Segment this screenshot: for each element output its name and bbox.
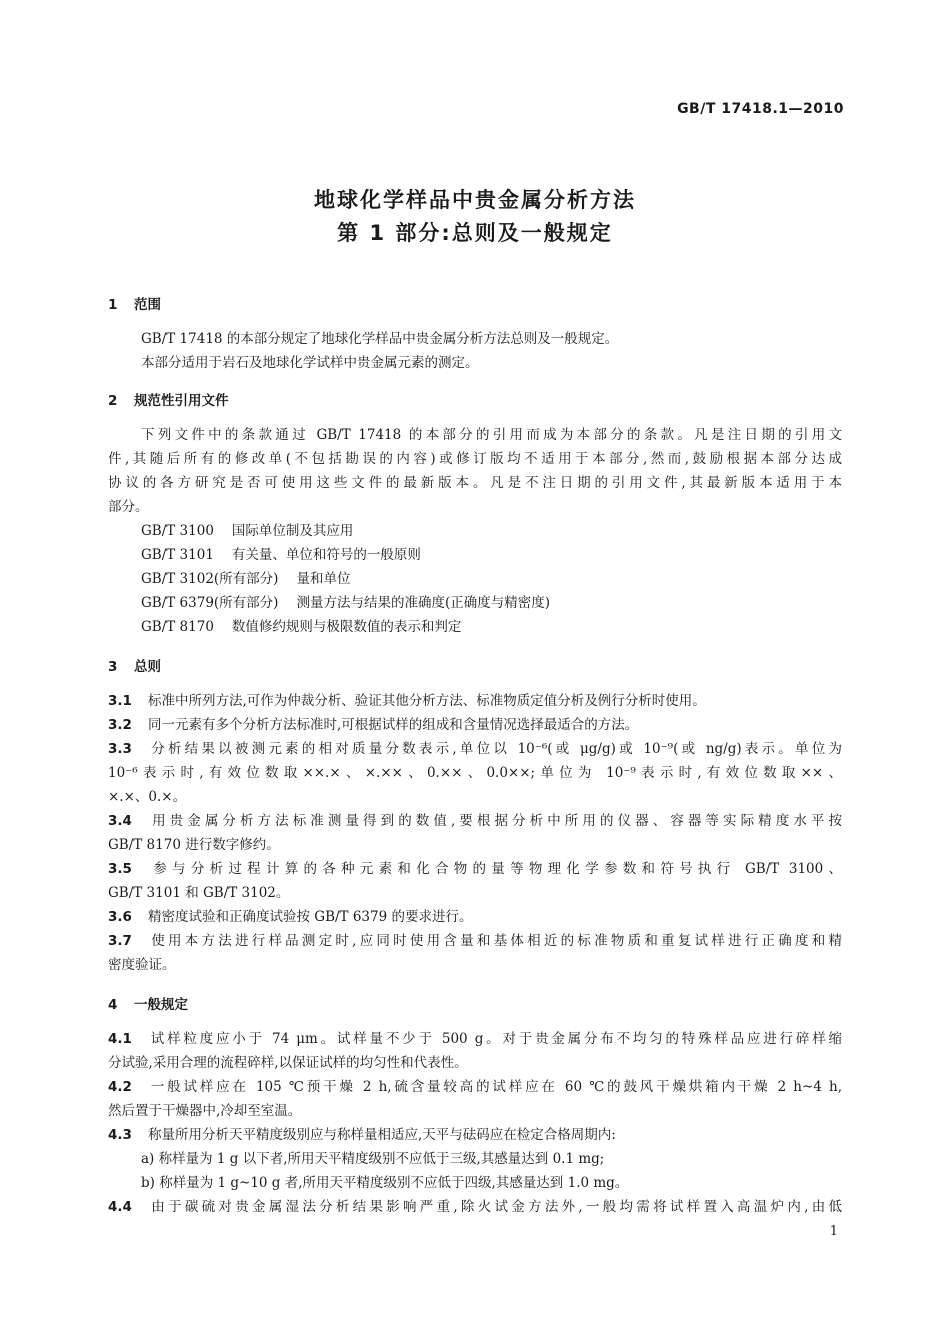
paragraph-line: 下列文件中的条款通过 GB/T 17418 的本部分的引用而成为本部分的条款。凡是注日期的引用文 [141,427,842,443]
page-number: 1 [829,1224,838,1239]
clause-4-4 [108,1197,842,1217]
clause-number: 3.4 [108,813,132,829]
reference-title: 量和单位 [296,571,351,587]
reference-item [141,545,421,565]
clause-number: 3.3 [108,741,132,757]
section-number: 4 [108,997,118,1013]
section-1-heading [108,293,161,313]
reference-title: 国际单位制及其应用 [231,523,354,539]
clause-text: 一般试样应在 105 ℃预干燥 2 h,硫含量较高的试样应在 60 ℃的鼓风干燥烘箱内干燥 2 h~4 h, [148,1079,842,1095]
clause-4-3 [108,1125,616,1145]
clause-continuation: 然后置于干燥器中,冷却至室温。 [108,1103,302,1119]
reference-title: 测量方法与结果的准确度(正确度与精密度) [296,595,550,611]
reference-item [141,617,461,637]
clause-number: 3.1 [108,693,132,709]
clause-3-6 [108,907,473,927]
reference-code: GB/T 3101 [141,547,214,563]
clause-text: 标准中所列方法,可作为仲裁分析、验证其他分析方法、标准物质定值分析及例行分析时使用。 [148,693,706,709]
section-number: 1 [108,297,118,313]
reference-item [141,521,353,541]
clause-continuation: GB/T 8170 进行数字修约。 [108,837,280,853]
clause-text: 精密度试验和正确度试验按 GB/T 6379 的要求进行。 [148,909,473,925]
clause-number: 4.1 [108,1031,132,1047]
clause-number: 3.2 [108,717,132,733]
section-number: 3 [108,659,118,675]
clause-3-5 [108,859,842,879]
standard-code: GB/T 17418.1—2010 [677,101,844,117]
document-title: 地球化学样品中贵金属分析方法 [314,188,636,212]
clause-3-1 [108,691,706,711]
clause-text: 试样粒度应小于 74 μm。试样量不少于 500 g。对于贵金属分布不均匀的特殊样品应进行碎样缩 [148,1031,842,1047]
paragraph-line: 件,其随后所有的修改单(不包括勘误的内容)或修订版均不适用于本部分,然而,鼓励根据本部分达成 [108,451,842,467]
reference-item [141,593,550,613]
section-title: 总则 [134,659,161,675]
clause-text: 同一元素有多个分析方法标准时,可根据试样的组成和含量情况选择最适合的方法。 [148,717,639,733]
clause-number: 3.7 [108,933,132,949]
reference-code: GB/T 8170 [141,619,214,635]
clause-text: 由于碳硫对贵金属湿法分析结果影响严重,除火试金方法外,一般均需将试样置入高温炉内,由低 [148,1199,842,1215]
clause-3-3 [108,739,842,759]
clause-continuation: ×.×、0.×。 [108,789,187,805]
clause-continuation: 10⁻⁶表示时,有效位数取××.×、×.××、0.××、0.0××;单位为 10⁻⁹表示时,有效位数取××、 [108,765,842,781]
section-title: 一般规定 [134,997,188,1013]
clause-text: 参与分析过程计算的各种元素和化合物的量等物理化学参数和符号执行 GB/T 3100、 [148,861,842,877]
clause-text: 称量所用分析天平精度级别应与称样量相适应,天平与砝码应在检定合格周期内: [148,1127,616,1143]
clause-4-2 [108,1077,842,1097]
clause-3-4 [108,811,842,831]
reference-title: 有关量、单位和符号的一般原则 [231,547,421,563]
paragraph: 本部分适用于岩石及地球化学试样中贵金属元素的测定。 [141,355,479,371]
clause-text: 使用本方法进行样品测定时,应同时使用含量和基体相近的标准物质和重复试样进行正确度和精 [148,933,842,949]
reference-code: GB/T 3102(所有部分) [141,571,279,587]
clause-4-1 [108,1029,842,1049]
clause-continuation: 分试验,采用合理的流程碎样,以保证试样的均匀性和代表性。 [108,1055,468,1071]
reference-code: GB/T 3100 [141,523,214,539]
reference-title: 数值修约规则与极限数值的表示和判定 [231,619,462,635]
clause-text: 分析结果以被测元素的相对质量分数表示,单位以 10⁻⁶(或 μg/g)或 10⁻⁹(或 ng/g)表示。单位为 [148,741,842,757]
paragraph: GB/T 17418 的本部分规定了地球化学样品中贵金属分析方法总则及一般规定。 [141,331,619,347]
section-4-heading [108,993,188,1013]
clause-continuation: 密度验证。 [108,957,176,973]
clause-number: 4.3 [108,1127,132,1143]
section-3-heading [108,655,161,675]
list-item-b: b) 称样量为 1 g~10 g 者,所用天平精度级别不应低于四级,其感量达到 1.0 mg。 [141,1175,629,1191]
clause-number: 3.5 [108,861,132,877]
clause-number: 4.2 [108,1079,132,1095]
section-title: 规范性引用文件 [134,393,229,409]
list-item-a: a) 称样量为 1 g 以下者,所用天平精度级别不应低于三级,其感量达到 0.1 mg; [141,1151,605,1167]
section-number: 2 [108,393,118,409]
document-subtitle: 第 1 部分:总则及一般规定 [337,221,613,245]
section-2-heading [108,389,229,409]
reference-item [141,569,350,589]
clause-continuation: GB/T 3101 和 GB/T 3102。 [108,885,290,901]
clause-3-7 [108,931,842,951]
clause-number: 4.4 [108,1199,132,1215]
clause-text: 用贵金属分析方法标准测量得到的数值,要根据分析中所用的仪器、容器等实际精度水平按 [148,813,842,829]
paragraph-line: 部分。 [108,499,149,515]
clause-3-2 [108,715,638,735]
section-title: 范围 [134,297,161,313]
paragraph-line: 协议的各方研究是否可使用这些文件的最新版本。凡是不注日期的引用文件,其最新版本适用于本 [108,475,842,491]
clause-number: 3.6 [108,909,132,925]
reference-code: GB/T 6379(所有部分) [141,595,279,611]
